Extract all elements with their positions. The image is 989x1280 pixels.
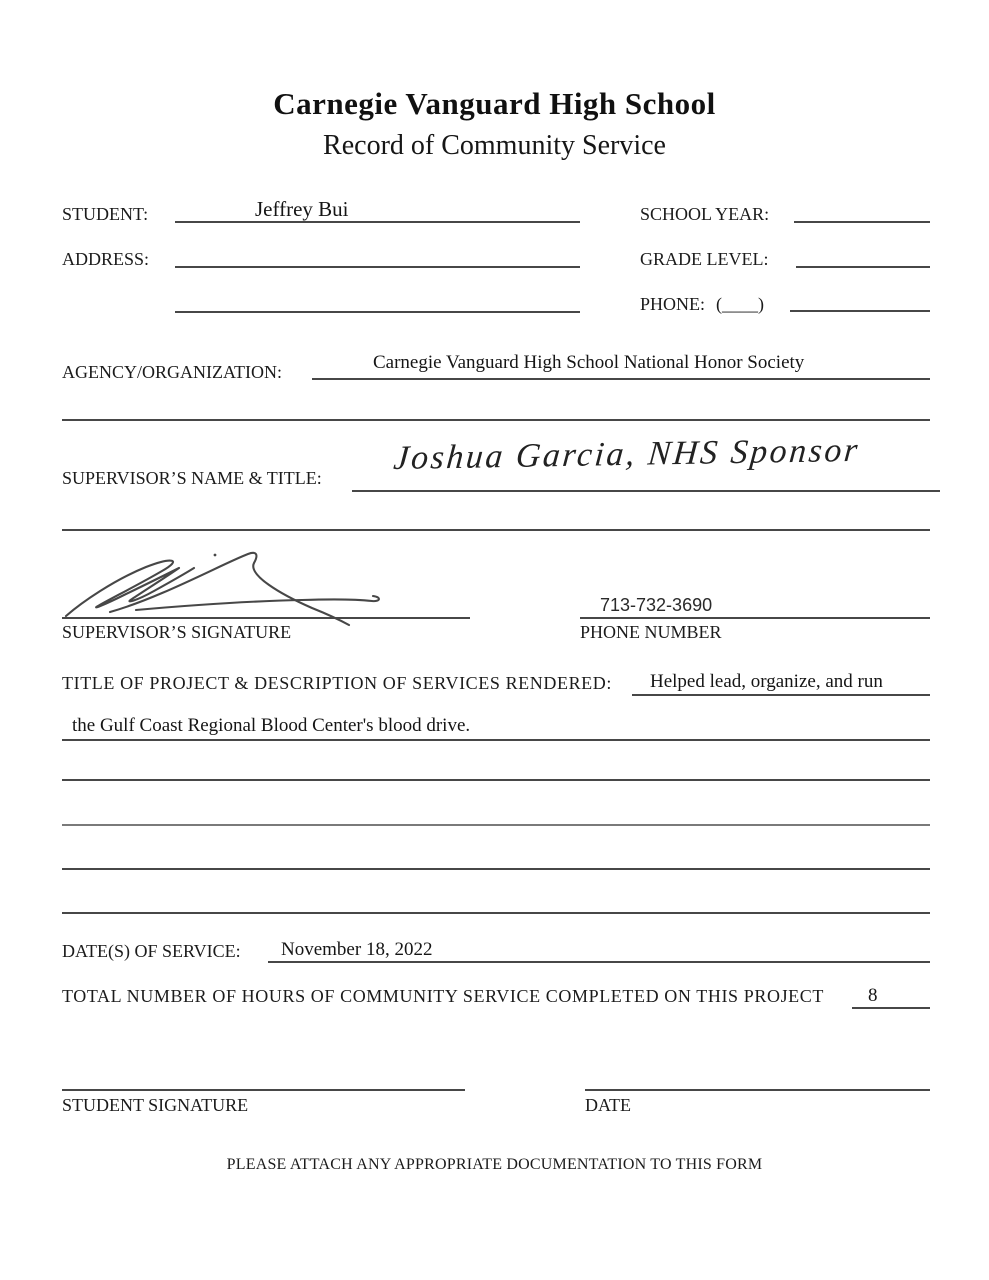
project-description-value-line2: the Gulf Coast Regional Blood Center's blood drive. [72,715,471,736]
supervisor-name-title-label: SUPERVISOR’S NAME & TITLE: [62,468,322,488]
student-name-value: Jeffrey Bui [255,197,349,221]
date-label: DATE [585,1095,631,1115]
supervisor-phone-line [580,617,930,619]
grade-level-label: GRADE LEVEL: [640,249,769,269]
project-description-line-6 [62,912,930,914]
project-description-line-3 [62,779,930,781]
total-hours-label: TOTAL NUMBER OF HOURS OF COMMUNITY SERVICE COMPLETED ON THIS PROJECT [62,986,824,1006]
total-hours-line [852,1007,930,1009]
agency-label: AGENCY/ORGANIZATION: [62,362,282,382]
address-line-2 [175,311,580,313]
student-signature-label: STUDENT SIGNATURE [62,1095,249,1115]
agency-line-2 [62,419,930,421]
school-year-label: SCHOOL YEAR: [640,204,770,224]
agency-line [312,378,930,380]
project-description-line-2 [62,739,930,741]
project-description-line-1 [632,694,930,696]
supervisor-name-title-handwritten-value: Joshua Garcia, NHS Sponsor [392,431,862,477]
project-description-label: TITLE OF PROJECT & DESCRIPTION OF SERVICES RENDERED: [62,673,612,693]
supervisor-name-title-line [352,490,940,492]
dates-of-service-value: November 18, 2022 [281,939,433,960]
address-line-1 [175,266,580,268]
grade-level-line [796,266,930,268]
student-signature-line [62,1089,465,1091]
supervisor-signature-line [62,617,470,619]
attachment-note: PLEASE ATTACH ANY APPROPRIATE DOCUMENTATION TO THIS FORM [226,1156,763,1173]
project-description-line-4 [62,824,930,826]
address-label: ADDRESS: [62,249,150,269]
student-name-line [175,221,580,223]
date-line [585,1089,930,1091]
form-title: Carnegie Vanguard High School [273,86,716,121]
form-subtitle: Record of Community Service [323,130,666,161]
supervisor-section-line [62,529,930,531]
dates-of-service-label: DATE(S) OF SERVICE: [62,941,241,961]
student-label: STUDENT: [62,204,149,224]
project-description-value-line1: Helped lead, organize, and run [650,671,883,692]
phone-area-code-blank: (____) [716,294,764,314]
supervisor-signature-label: SUPERVISOR’S SIGNATURE [62,622,292,642]
total-hours-value: 8 [868,985,878,1006]
project-description-line-5 [62,868,930,870]
school-year-line [794,221,930,223]
supervisor-phone-value: 713-732-3690 [600,595,713,615]
supervisor-phone-label: PHONE NUMBER [580,622,722,642]
agency-value: Carnegie Vanguard High School National Honor Society [373,352,805,373]
phone-line [790,310,930,312]
dates-of-service-line [268,961,930,963]
phone-label: PHONE: [640,294,706,314]
